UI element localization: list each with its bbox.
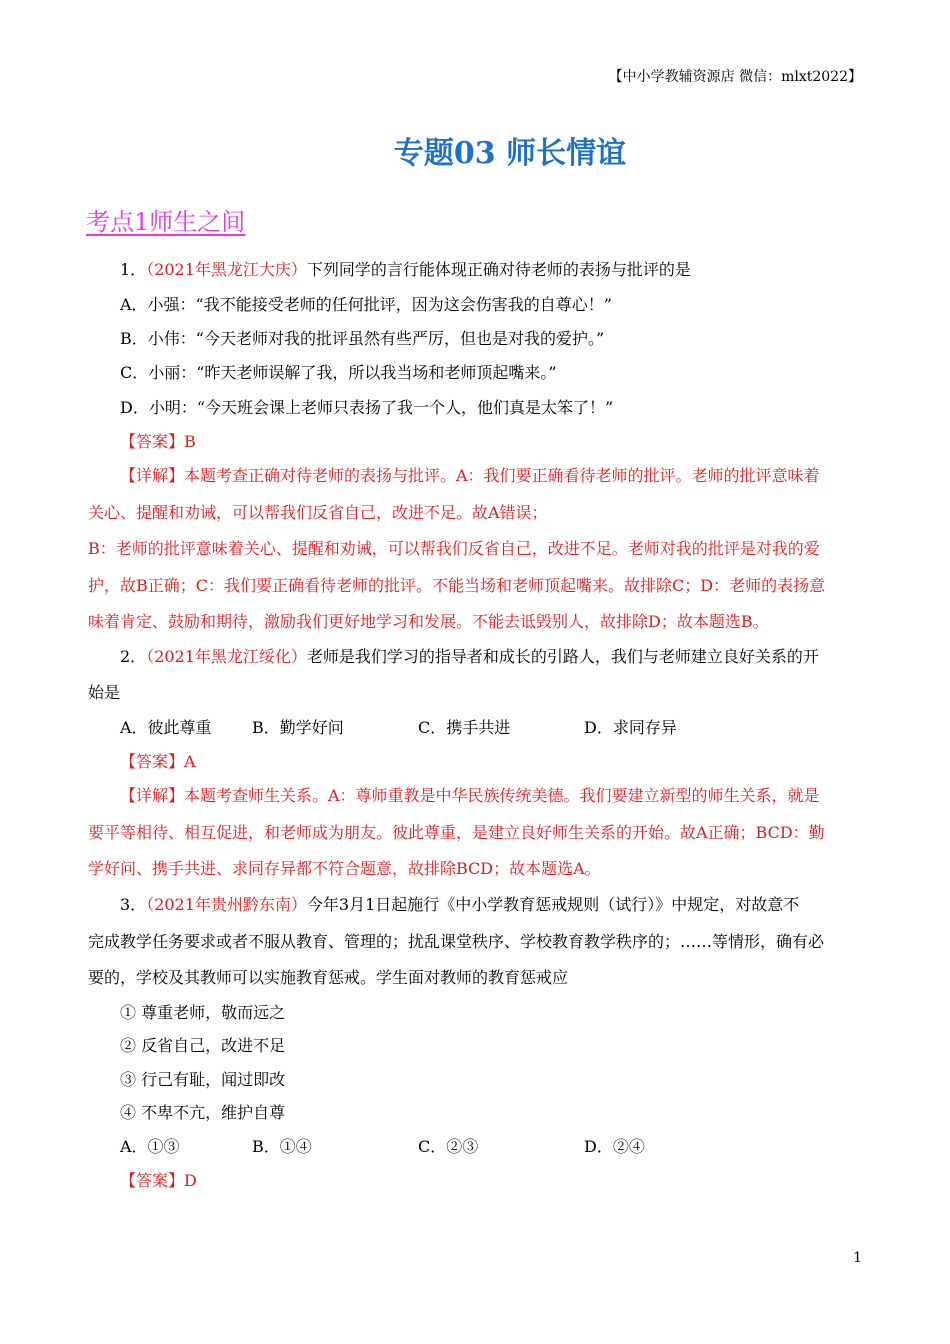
explanation-line: 要平等相待、相互促进，和老师成为朋友。彼此尊重，是建立良好师生关系的开始。故A正确；BCD：勤 xyxy=(88,823,825,842)
option-c: C．携手共进 xyxy=(418,718,511,737)
statement-item: ③ 行己有耻，闻过即改 xyxy=(120,1070,286,1089)
question-number: 3． xyxy=(120,895,147,914)
explanation-line: 护，故B正确；C：我们要正确看待老师的批评。不能当场和老师顶起嘴来。故排除C；D：老师的表扬意 xyxy=(88,576,826,595)
explanation-line: 学好问、携手共进、求同存异都不符合题意，故排除BCD；故本题选A。 xyxy=(88,859,601,878)
option-a: A．小强：“我不能接受老师的任何批评，因为这会伤害我的自尊心！” xyxy=(120,295,612,314)
header-note: 【中小学教辅资源店 微信：mlxt2022】 xyxy=(608,69,862,85)
explanation-line: 关心、提醒和劝诫，可以帮我们反省自己，改进不足。故A错误； xyxy=(88,503,548,522)
question-2-stem xyxy=(120,647,819,667)
question-text: 要的，学校及其教师可以实施教育惩戒。学生面对教师的教育惩戒应 xyxy=(88,968,569,987)
question-text: 始是 xyxy=(88,683,121,702)
question-source: （2021年黑龙江大庆） xyxy=(146,260,307,279)
section-heading: 考点1师生之间 xyxy=(86,208,246,236)
option-d: D．求同存异 xyxy=(584,718,677,737)
page-number: 1 xyxy=(853,1250,862,1266)
answer: 【答案】A xyxy=(120,752,196,771)
question-3-stem xyxy=(120,895,799,915)
option-b: B．小伟：“今天老师对我的批评虽然有些严厉，但也是对我的爱护。” xyxy=(120,329,605,348)
question-number: 2． xyxy=(120,647,147,666)
option-b: B．①④ xyxy=(252,1137,312,1156)
explanation-line: 味着肯定、鼓励和期待，激励我们更好地学习和发展。不能去诋毁别人，故排除D；故本题选B。 xyxy=(88,612,769,631)
explanation-line: 【详解】本题考查正确对待老师的表扬与批评。A：我们要正确看待老师的批评。老师的批评意味着 xyxy=(120,466,820,485)
option-c: C．小丽：“昨天老师误解了我，所以我当场和老师顶起嘴来。” xyxy=(120,363,557,382)
statement-item: ① 尊重老师，敬而远之 xyxy=(120,1003,286,1022)
option-d: D．小明：“今天班会课上老师只表扬了我一个人，他们真是太笨了！” xyxy=(120,398,614,417)
answer: 【答案】B xyxy=(120,432,196,451)
question-text: 下列同学的言行能体现正确对待老师的表扬与批评的是 xyxy=(306,260,691,279)
statement-item: ② 反省自己，改进不足 xyxy=(120,1036,286,1055)
answer: 【答案】D xyxy=(120,1171,197,1190)
option-c: C．②③ xyxy=(418,1137,479,1156)
question-source: （2021年黑龙江绥化） xyxy=(146,647,307,666)
explanation-line: B：老师的批评意味着关心、提醒和劝诫，可以帮我们反省自己，改进不足。老师对我的批评是对我的爱 xyxy=(88,539,820,558)
option-d: D．②④ xyxy=(584,1137,645,1156)
question-text: 今年3月1日起施行《中小学教育惩戒规则（试行）》中规定，对故意不 xyxy=(306,895,800,914)
question-source: （2021年贵州黔东南） xyxy=(146,895,307,914)
question-text: 完成教学任务要求或者不服从教育、管理的；扰乱课堂秩序、学校教育教学秩序的；……等情形，确有必 xyxy=(88,932,825,951)
question-text: 老师是我们学习的指导者和成长的引路人，我们与老师建立良好关系的开 xyxy=(306,647,819,666)
option-a: A．①③ xyxy=(120,1137,180,1156)
document-title: 专题03 师长情谊 xyxy=(393,136,627,171)
question-number: 1． xyxy=(120,260,147,279)
statement-item: ④ 不卑不亢，维护自尊 xyxy=(120,1103,286,1122)
option-b: B．勤学好问 xyxy=(252,718,344,737)
explanation-line: 【详解】本题考查师生关系。A：尊师重教是中华民族传统美德。我们要建立新型的师生关系，就是 xyxy=(120,786,820,805)
question-1-stem xyxy=(120,260,691,280)
option-a: A．彼此尊重 xyxy=(120,718,212,737)
